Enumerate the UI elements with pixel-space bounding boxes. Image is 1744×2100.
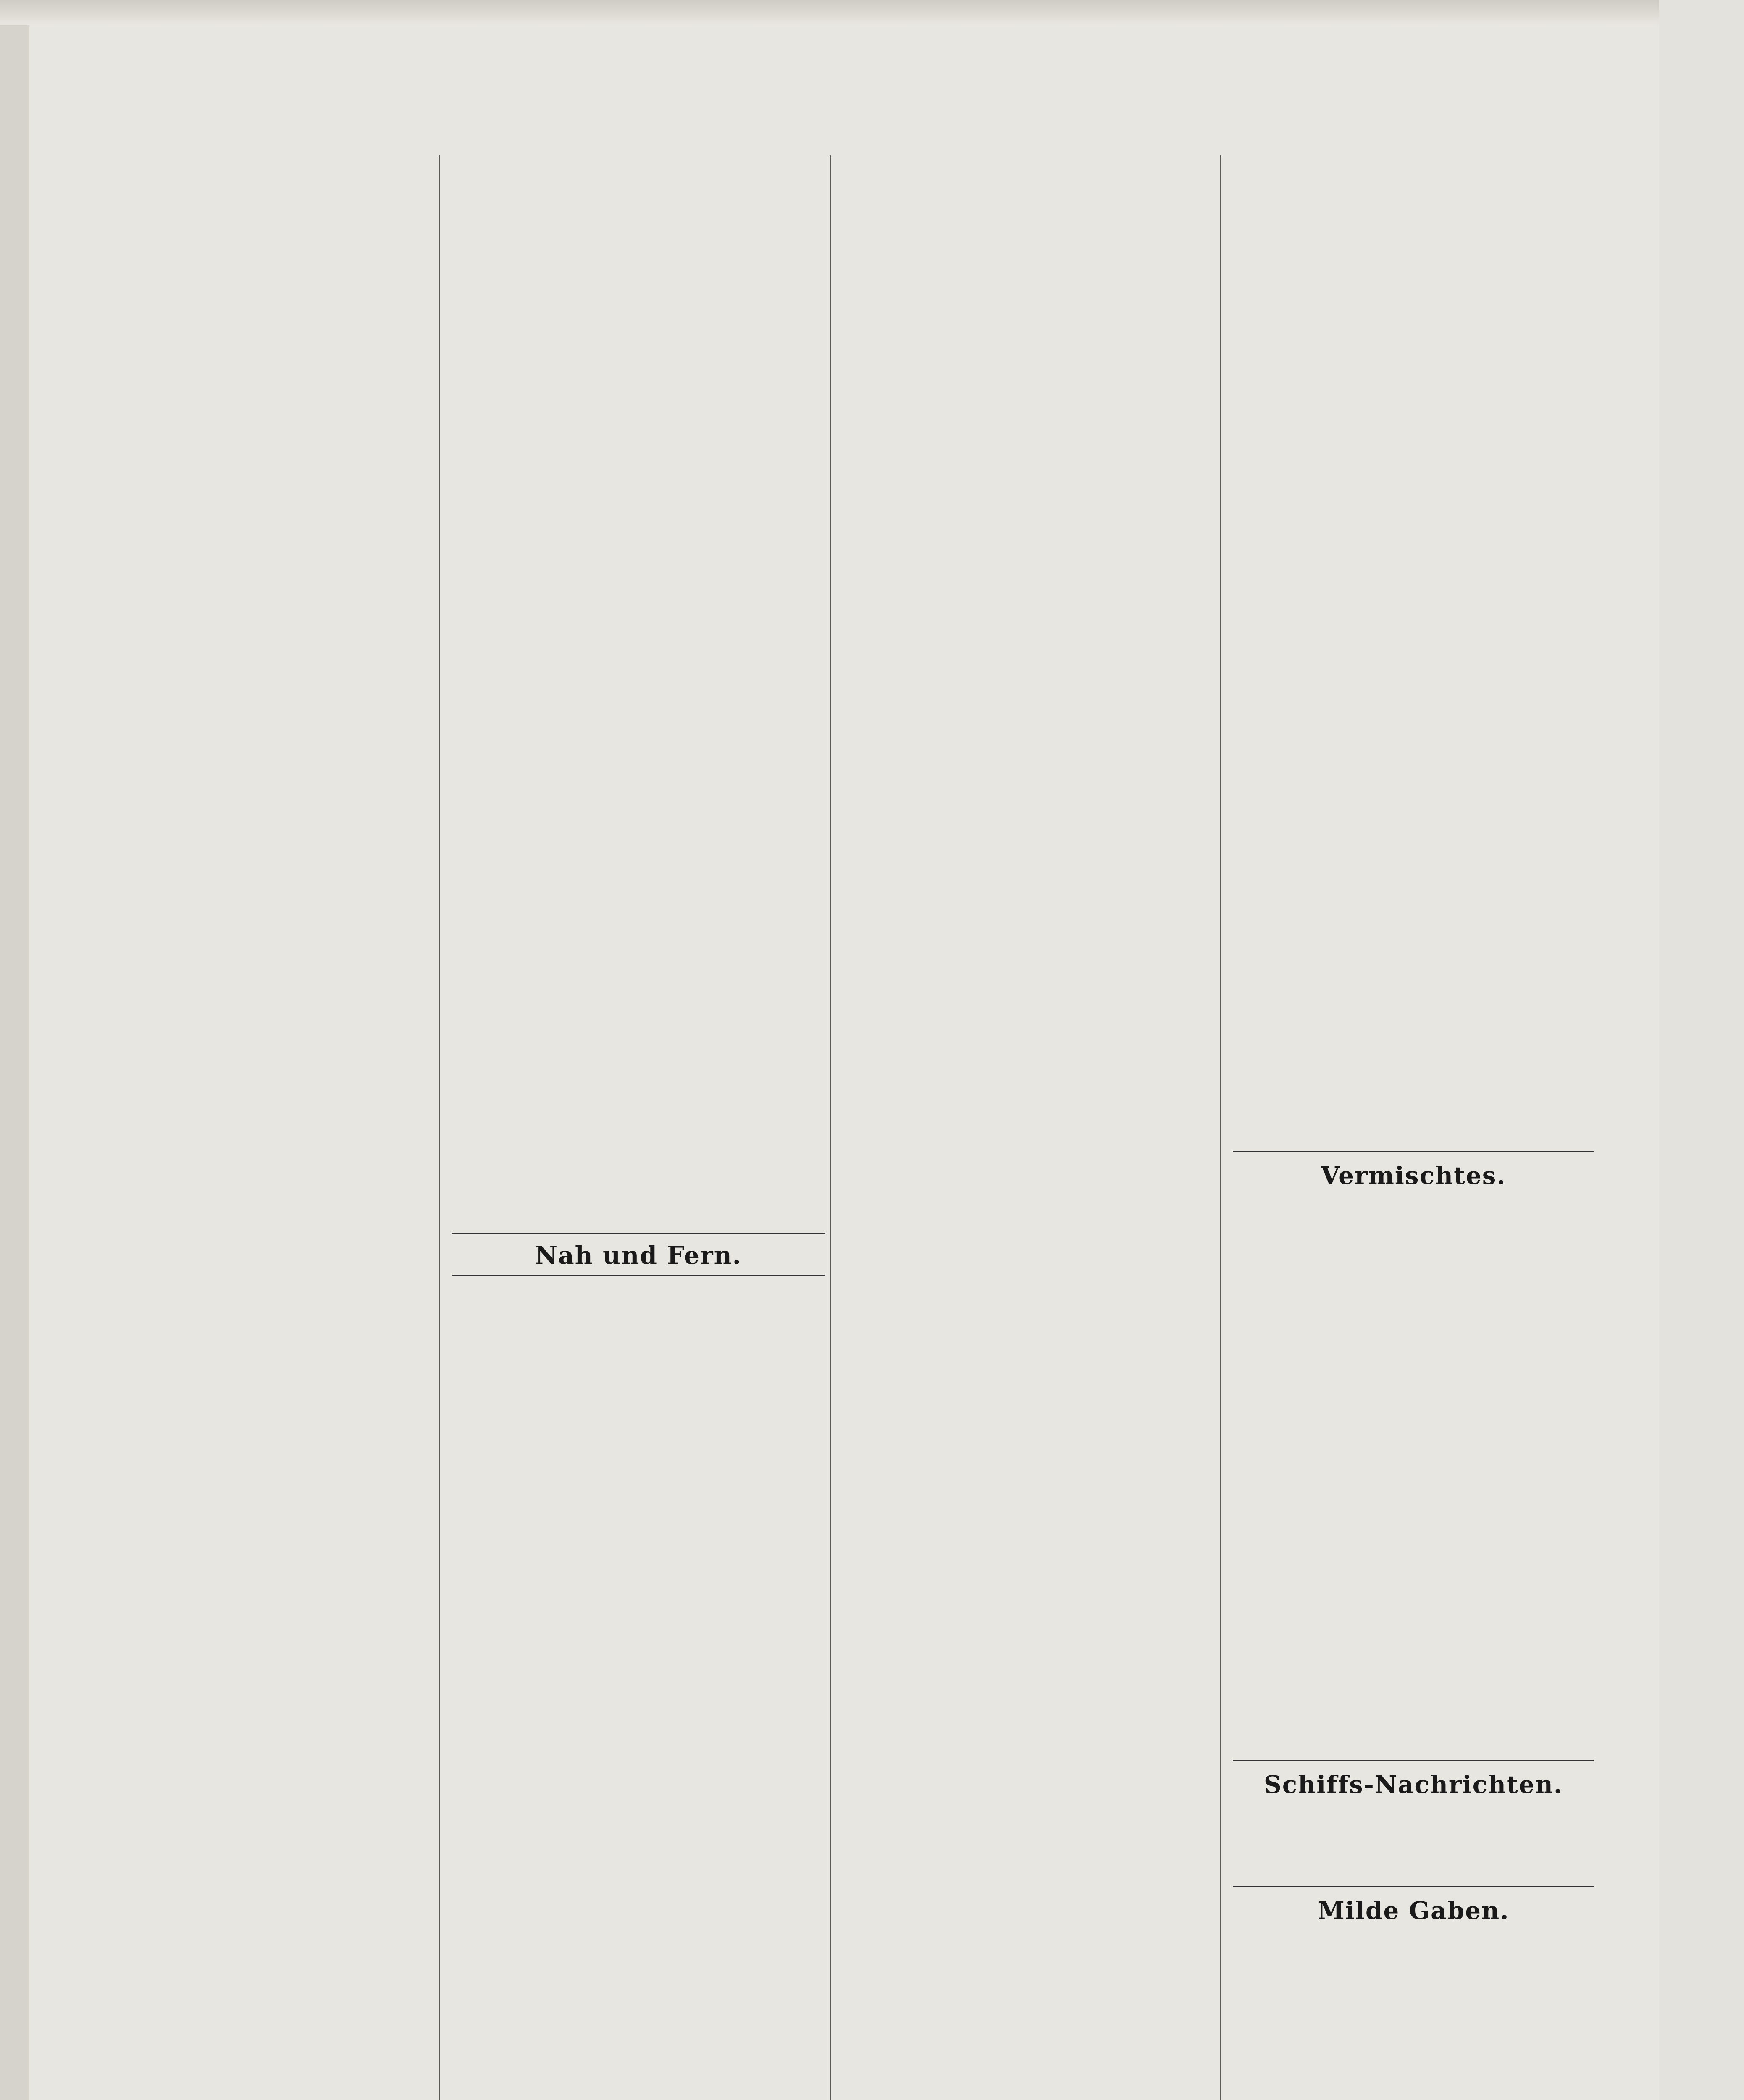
section-divider	[1233, 1760, 1594, 1761]
text-column-4	[1233, 151, 1594, 2100]
section-heading-schiffs-nachrichten: Schiffs-Nachrichten.	[1263, 1770, 1563, 1799]
text-column-1	[55, 151, 428, 2100]
page-fold-right	[1659, 0, 1744, 2100]
section-heading-nah-und-fern: Nah und Fern.	[535, 1241, 742, 1270]
section-heading-milde-gaben: Milde Gaben.	[1317, 1896, 1510, 1925]
page-top-shadow	[0, 0, 1744, 25]
section-divider	[1233, 1151, 1594, 1152]
column-rule	[1220, 155, 1221, 2100]
section-divider	[452, 1233, 825, 1234]
text-column-2	[452, 151, 825, 2100]
column-rule	[439, 155, 440, 2100]
page-left-edge	[0, 0, 29, 2100]
section-heading-vermischtes: Vermischtes.	[1321, 1161, 1506, 1190]
section-divider	[452, 1275, 825, 1276]
column-rule	[830, 155, 831, 2100]
text-column-3	[840, 151, 1214, 2100]
section-divider	[1233, 1886, 1594, 1887]
